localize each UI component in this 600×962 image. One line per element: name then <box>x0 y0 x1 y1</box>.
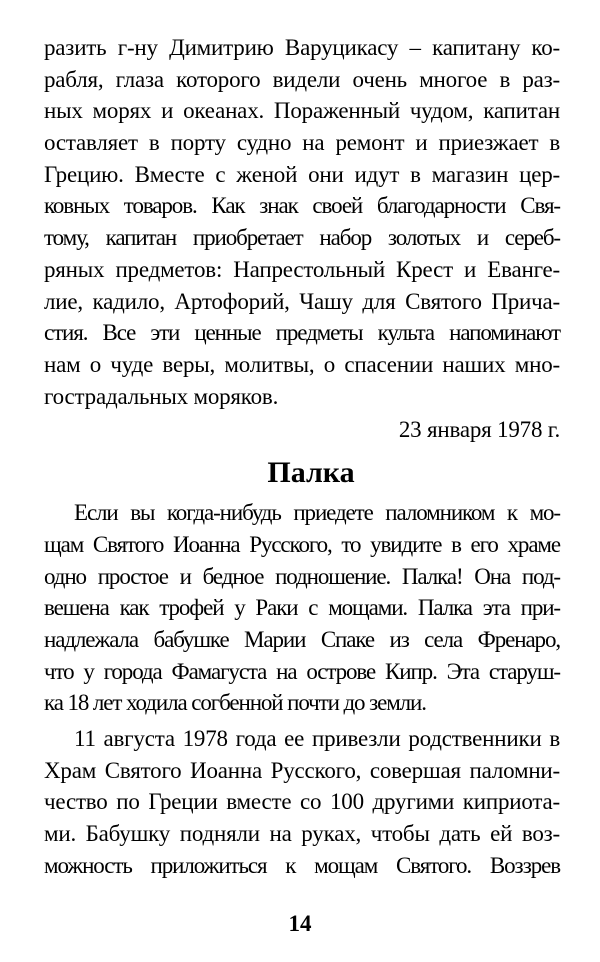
paragraph-1 <box>44 32 560 412</box>
text-line: лие, кадило, Артофорий, Чашу для Святого Прича- <box>44 288 560 314</box>
text-line: чество по Греции вместе со 100 другими киприота- <box>44 789 560 815</box>
text-line: вешена как трофей у Раки с мощами. Палка эта при- <box>44 595 560 621</box>
text-line: Храм Святого Иоанна Русского, совершая паломни- <box>44 757 560 783</box>
text-line: ка 18 лет ходила согбенной почти до земли. <box>44 690 426 716</box>
text-line: что у города Фамагуста на острове Кипр. Эта старуш- <box>44 658 560 684</box>
paragraph-3 <box>44 723 560 881</box>
text-line: щам Святого Иоанна Русского, то увидите в его храме <box>44 531 560 557</box>
text-line: ных морях и океанах. Пораженный чудом, капитан <box>44 98 560 124</box>
text-line: нам о чуде веры, молитвы, о спасении наших мно- <box>44 351 560 377</box>
section-heading: Палка <box>267 456 355 490</box>
text-line: стия. Все эти ценные предметы культа напоминают <box>44 320 560 346</box>
paragraph-2 <box>44 497 560 719</box>
text-line: можность приложиться к мощам Святого. Воззрев <box>44 852 560 878</box>
text-line: разить г-ну Димитрию Варуцикасу – капитану ко- <box>44 35 560 60</box>
text-line: одно простое и бедное подношение. Палка! Она под- <box>44 563 560 589</box>
text-line: Если вы когда-нибудь приедете паломником к мо- <box>74 500 560 526</box>
text-line: Грецию. Вместе с женой они идут в магазин цер- <box>44 161 560 187</box>
text-line: ковных товаров. Как знак своей благодарности Свя- <box>44 193 560 219</box>
date-signature: 23 января 1978 г. <box>398 417 560 443</box>
page-number: 14 <box>288 911 312 936</box>
text-line: тому, капитан приобретает набор золотых и сереб- <box>44 225 560 251</box>
text-line: оставляет в порту судно на ремонт и приезжает в <box>44 130 560 156</box>
text-line: 11 августа 1978 года ее привезли родственники в <box>74 726 560 752</box>
page-text <box>44 32 560 882</box>
text-line: ми. Бабушку подняли на руках, чтобы дать ей воз- <box>44 821 560 847</box>
text-line: рабля, глаза которого видели очень многое в раз- <box>44 66 560 92</box>
text-line: гострадальных моряков. <box>44 383 279 409</box>
text-line: ряных предметов: Напрестольный Крест и Еванге- <box>44 256 560 282</box>
text-line: надлежала бабушке Марии Спаке из села Френаро, <box>44 627 560 652</box>
